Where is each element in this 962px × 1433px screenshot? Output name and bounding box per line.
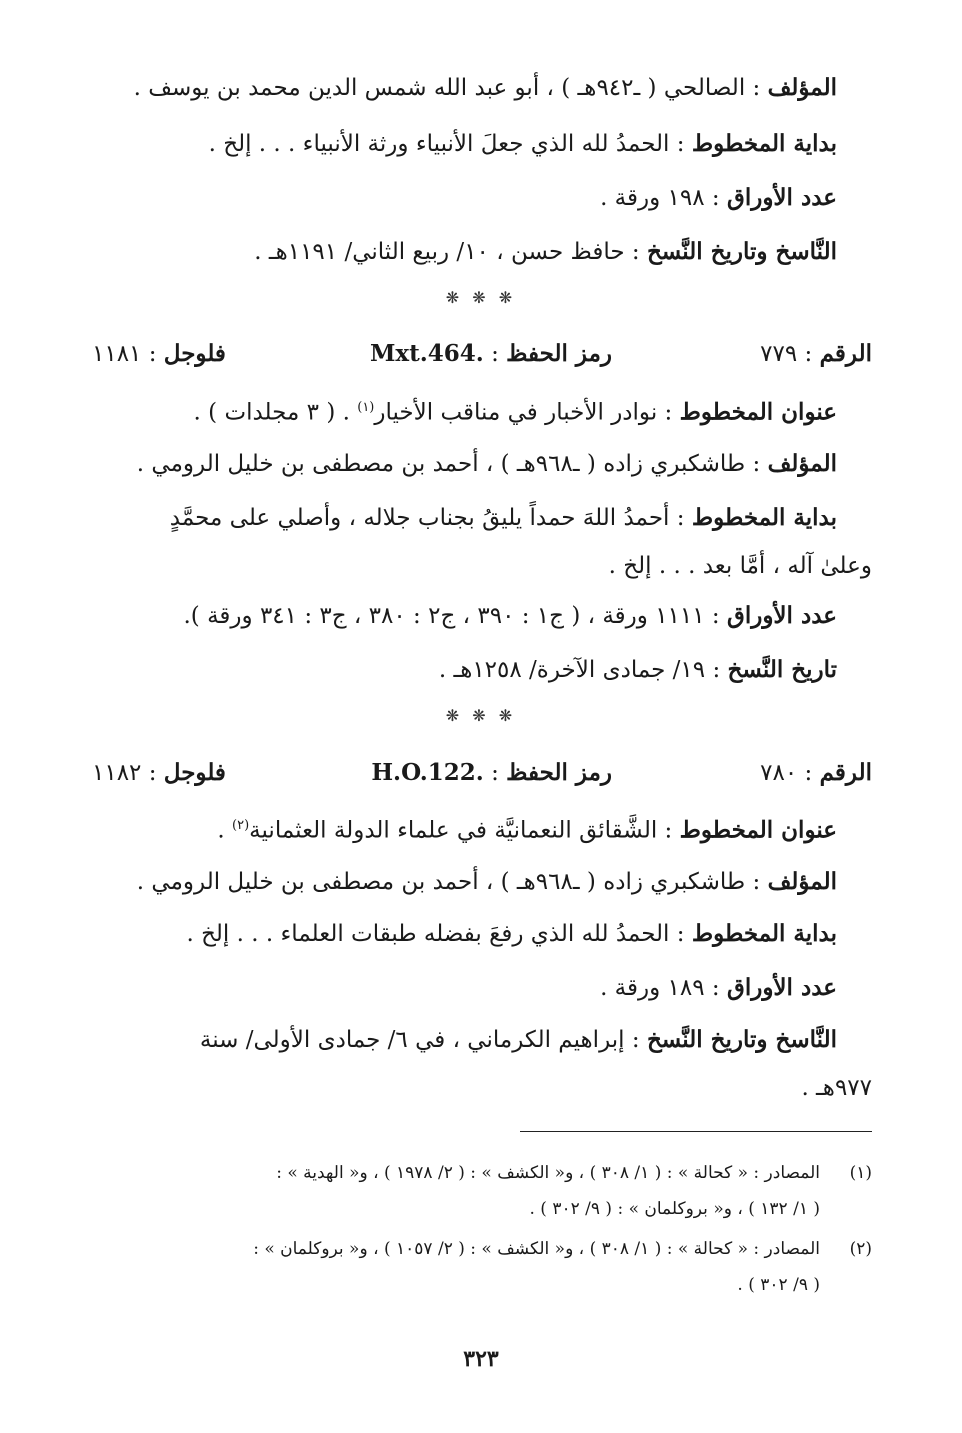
code-value: Mxt.464. (369, 340, 484, 367)
footnote-ref: (١) (357, 400, 375, 415)
leaves-text: ١٩٨ ورقة . (600, 185, 705, 211)
beginning-text: أحمدُ اللهَ حمداً يليقُ بجناب جلاله ، وأصلي على محمَّدٍ (169, 505, 670, 531)
footnote-number: (٢) (849, 1239, 872, 1259)
leaves-line: عدد الأوراق : ١١١١ ورقة ، ( ج١ : ٣٩٠ ، ج٢ : ٣٨٠ ، ج٣ : ٣٤١ ورقة ). (183, 602, 837, 629)
leaves-text: ١١١١ ورقة ، ( ج١ : ٣٩٠ ، ج٢ : ٣٨٠ ، ج٣ : ٣٤١ ورقة ). (183, 603, 705, 629)
number-label: الرقم (819, 340, 872, 367)
copyist-date-label: النَّاسخ وتاريخ النَّسخ (646, 238, 837, 265)
beginning-label: بداية المخطوط (691, 130, 837, 157)
title-label: عنوان المخطوط (679, 816, 837, 844)
beginning-label: بداية المخطوط (691, 920, 837, 947)
beginning-text: الحمدُ لله الذي جعلَ الأنبياء ورثة الأنبياء . . . إلخ . (208, 131, 670, 157)
footnote-line: المصادر : « كحالة » : ( ١/ ٣٠٨ ) ، و« الكشف » : ( ٢/ ١٩٧٨ ) ، و« الهدية » : (276, 1163, 820, 1183)
copyist-date-text: حافظ حسن ، ١٠/ ربيع الثاني/ ١١٩١هـ . (254, 239, 625, 265)
footnote-line: المصادر : « كحالة » : ( ١/ ٣٠٨ ) ، و« الكشف » : ( ٢/ ١٠٥٧ ) ، و« بروكلمان » : (253, 1239, 820, 1259)
code-label: رمز الحفظ (506, 340, 612, 367)
author-text: طاشكبري زاده ( ـ٩٦٨هـ ) ، أحمد بن مصطفى بن خليل الرومي . (136, 869, 746, 895)
separator: ❋ ❋ ❋ (445, 706, 517, 725)
author-label: المؤلف (767, 74, 837, 101)
title-line: عنوان المخطوط : الشَّقائق النعمانيَّة في علماء الدولة العثمانية$^{(٢)}$ . (217, 816, 837, 844)
author-line: المؤلف : الصالحي ( ـ٩٤٢هـ ) ، أبو عبد الله شمس الدين محمد بن يوسف . (133, 74, 837, 101)
beginning-line: بداية المخطوط : أحمدُ اللهَ حمداً يليقُ بجناب جلاله ، وأصلي على محمَّدٍ (169, 504, 837, 531)
copy-date-label: تاريخ النَّسخ (727, 656, 837, 683)
copyist-date-label: النَّاسخ وتاريخ النَّسخ (646, 1026, 837, 1053)
author-text: طاشكبري زاده ( ـ٩٦٨هـ ) ، أحمد بن مصطفى بن خليل الرومي . (136, 451, 746, 477)
leaves-label: عدد الأوراق (726, 974, 837, 1001)
title-suffix: . ( ٣ مجلدات ) . (193, 399, 358, 426)
leaves-label: عدد الأوراق (726, 602, 837, 629)
copyist-date-line: النَّاسخ وتاريخ النَّسخ : إبراهيم الكرماني ، في ٦/ جمادى الأولى/ سنة (199, 1026, 837, 1053)
copyist-date-continuation: ٩٧٧هـ . (801, 1075, 872, 1101)
fluegel-number: فلوجل : ١١٨٢ (92, 759, 226, 786)
footnote-number: (١) (849, 1163, 872, 1183)
number-value: ٧٨٠ (760, 760, 798, 786)
fluegel-value: ١١٨٢ (92, 760, 142, 786)
title-line: عنوان المخطوط : نوادر الأخبار في مناقب الأخيار$^{(١)}$ . ( ٣ مجلدات ) . (193, 398, 837, 426)
copy-date-text: ١٩/ جمادى الآخرة/ ١٢٥٨هـ . (438, 657, 706, 683)
entry-number: الرقم : ٧٨٠ (760, 759, 872, 786)
fluegel-number: فلوجل : ١١٨١ (92, 340, 226, 367)
footnote-line: ( ١/ ١٣٢ ) ، و« بروكلمان » : ( ٩/ ٣٠٢ ) . (529, 1199, 820, 1219)
author-label: المؤلف (767, 450, 837, 477)
title-text: الشَّقائق النعمانيَّة في علماء الدولة العثمانية (249, 817, 658, 844)
beginning-line: بداية المخطوط : الحمدُ لله الذي رفعَ بفضله طبقات العلماء . . . إلخ . (186, 920, 837, 947)
copyist-date-line: النَّاسخ وتاريخ النَّسخ : حافظ حسن ، ١٠/ ربيع الثاني/ ١١٩١هـ . (254, 238, 837, 265)
code-label: رمز الحفظ (506, 759, 612, 786)
title-text: نوادر الأخبار في مناقب الأخيار (374, 399, 658, 426)
author-label: المؤلف (767, 868, 837, 895)
number-value: ٧٧٩ (760, 341, 798, 367)
leaves-label: عدد الأوراق (726, 184, 837, 211)
beginning-label: بداية المخطوط (691, 504, 837, 531)
beginning-text: الحمدُ لله الذي رفعَ بفضله طبقات العلماء . . . إلخ . (186, 921, 670, 947)
beginning-continuation: وعلىٰ آله ، أمَّا بعد . . . إلخ . (608, 553, 872, 579)
page-number: ٣٢٣ (463, 1346, 499, 1372)
copyist-date-text: إبراهيم الكرماني ، في ٦/ جمادى الأولى/ سنة (199, 1027, 625, 1053)
fluegel-label: فلوجل (163, 340, 226, 367)
author-line: المؤلف : طاشكبري زاده ( ـ٩٦٨هـ ) ، أحمد بن مصطفى بن خليل الرومي . (136, 868, 837, 895)
title-suffix: . (217, 817, 233, 844)
fluegel-value: ١١٨١ (92, 341, 142, 367)
separator: ❋ ❋ ❋ (445, 288, 517, 307)
beginning-line: بداية المخطوط : الحمدُ لله الذي جعلَ الأنبياء ورثة الأنبياء . . . إلخ . (208, 130, 837, 157)
author-line: المؤلف : طاشكبري زاده ( ـ٩٦٨هـ ) ، أحمد بن مصطفى بن خليل الرومي . (136, 450, 837, 477)
code-value: H.O.122. (371, 759, 484, 786)
copy-date-line: تاريخ النَّسخ : ١٩/ جمادى الآخرة/ ١٢٥٨هـ . (438, 656, 837, 683)
fluegel-label: فلوجل (163, 759, 226, 786)
author-text: الصالحي ( ـ٩٤٢هـ ) ، أبو عبد الله شمس الدين محمد بن يوسف . (133, 75, 746, 101)
storage-code: رمز الحفظ : Mxt.464. (369, 340, 612, 367)
storage-code: رمز الحفظ : H.O.122. (371, 759, 612, 786)
entry-number: الرقم : ٧٧٩ (760, 340, 872, 367)
leaves-line: عدد الأوراق : ١٨٩ ورقة . (600, 974, 837, 1001)
number-label: الرقم (819, 759, 872, 786)
leaves-line: عدد الأوراق : ١٩٨ ورقة . (600, 184, 837, 211)
title-label: عنوان المخطوط (679, 398, 837, 426)
leaves-text: ١٨٩ ورقة . (600, 975, 705, 1001)
footnote-ref: (٢) (232, 818, 250, 833)
footnote-rule (520, 1131, 872, 1132)
footnote-line: ( ٩/ ٣٠٢ ) . (737, 1275, 820, 1295)
